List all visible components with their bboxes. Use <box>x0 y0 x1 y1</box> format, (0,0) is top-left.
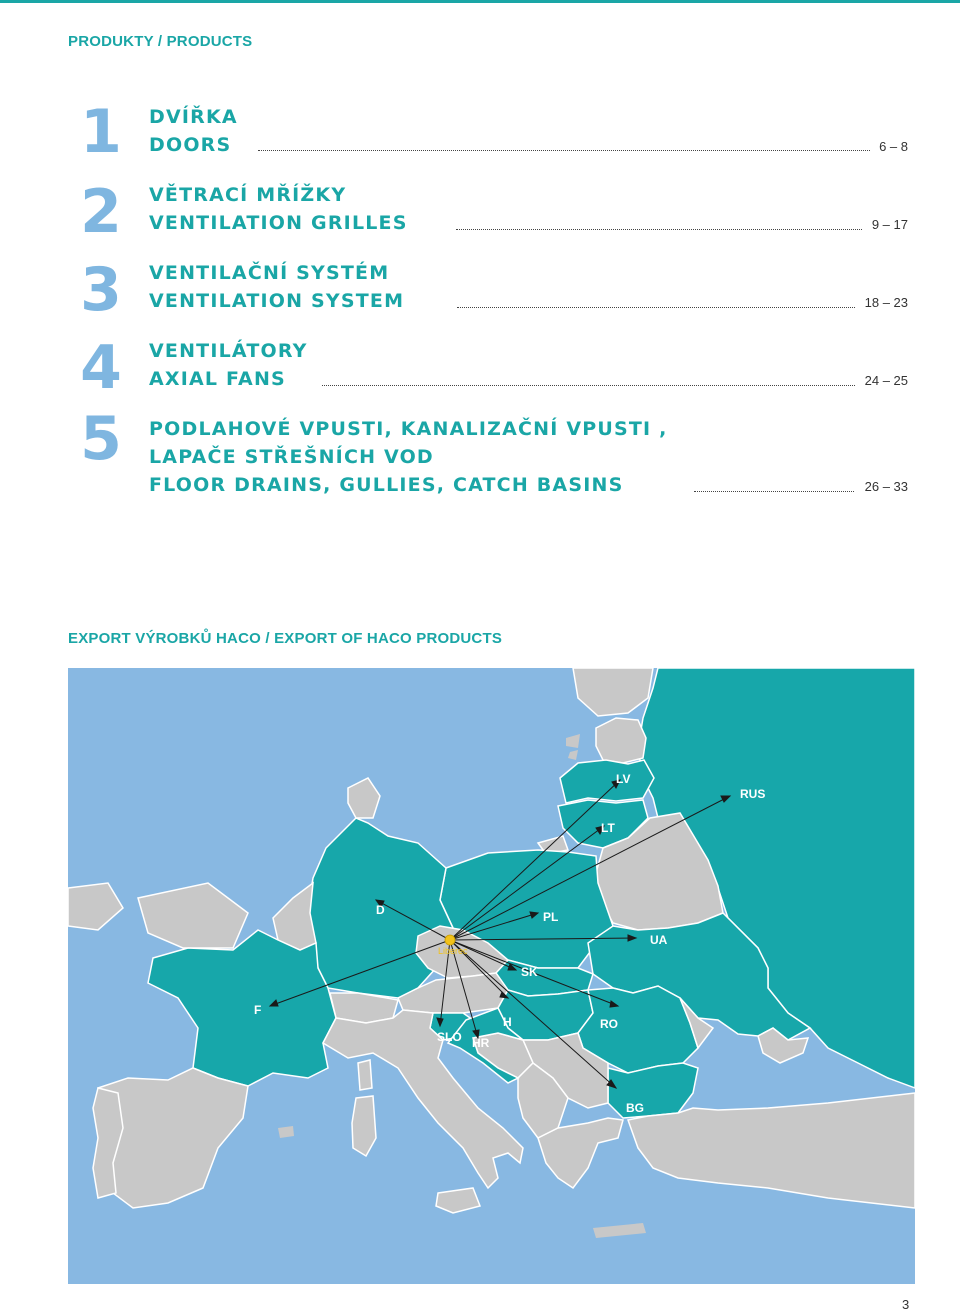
top-accent-bar <box>0 0 960 3</box>
country-ee <box>596 718 646 763</box>
label-lt: LT <box>601 821 615 835</box>
toc-pages: 6 – 8 <box>879 139 908 154</box>
island-corsica <box>358 1060 372 1090</box>
label-ro: RO <box>600 1017 618 1031</box>
origin-dot <box>445 935 455 945</box>
export-map-svg <box>68 668 915 1284</box>
label-rus: RUS <box>740 787 766 801</box>
label-hr: HR <box>472 1036 490 1050</box>
toc-pages: 9 – 17 <box>871 217 908 232</box>
origin-label: Liberec <box>438 946 468 956</box>
toc-title-cz-2: LAPAČE STŘEŠNÍCH VOD <box>149 446 434 468</box>
export-section-title: EXPORT VÝROBKŮ HACO / EXPORT OF HACO PRODUCTS <box>68 630 503 647</box>
label-d: D <box>376 903 385 917</box>
toc-leader <box>457 307 855 308</box>
products-section-title: PRODUKTY / PRODUCTS <box>68 33 253 50</box>
toc-pages: 24 – 25 <box>864 373 908 388</box>
toc-title-en: AXIAL FANS <box>149 368 286 390</box>
toc-number: 5 <box>80 404 122 474</box>
toc-title-cz: VENTILÁTORY <box>149 340 308 362</box>
page-number: 3 <box>902 1297 910 1312</box>
label-h: H <box>503 1015 512 1029</box>
toc-leader <box>456 229 862 230</box>
toc-number: 2 <box>80 177 122 247</box>
label-lv: LV <box>616 772 631 786</box>
toc-title-cz: VENTILAČNÍ SYSTÉM <box>149 262 390 284</box>
toc-pages: 18 – 23 <box>864 295 908 310</box>
label-ua: UA <box>650 933 668 947</box>
toc-title-en: VENTILATION GRILLES <box>149 212 408 234</box>
toc-pages: 26 – 33 <box>864 479 908 494</box>
label-bg: BG <box>626 1101 644 1115</box>
toc-leader <box>694 491 854 492</box>
label-f: F <box>254 1003 262 1017</box>
toc-number: 4 <box>80 333 122 403</box>
toc-title-en: DOORS <box>149 134 232 156</box>
country-lv <box>560 760 654 803</box>
toc-title-en: VENTILATION SYSTEM <box>149 290 405 312</box>
toc-title-cz: PODLAHOVÉ VPUSTI, KANALIZAČNÍ VPUSTI , <box>149 418 668 440</box>
toc-leader <box>322 385 855 386</box>
label-slo: SLO <box>437 1030 462 1044</box>
export-map <box>68 668 915 1284</box>
toc-title-en: FLOOR DRAINS, GULLIES, CATCH BASINS <box>149 474 624 496</box>
label-sk: SK <box>521 965 538 979</box>
toc-title-cz: DVÍŘKA <box>149 106 238 128</box>
label-pl: PL <box>543 910 559 924</box>
toc-title-cz: VĚTRACÍ MŘÍŽKY <box>149 184 347 206</box>
island-balearic <box>278 1126 294 1138</box>
toc-leader <box>258 150 870 151</box>
toc-number: 3 <box>80 255 122 325</box>
toc-number: 1 <box>80 97 122 167</box>
